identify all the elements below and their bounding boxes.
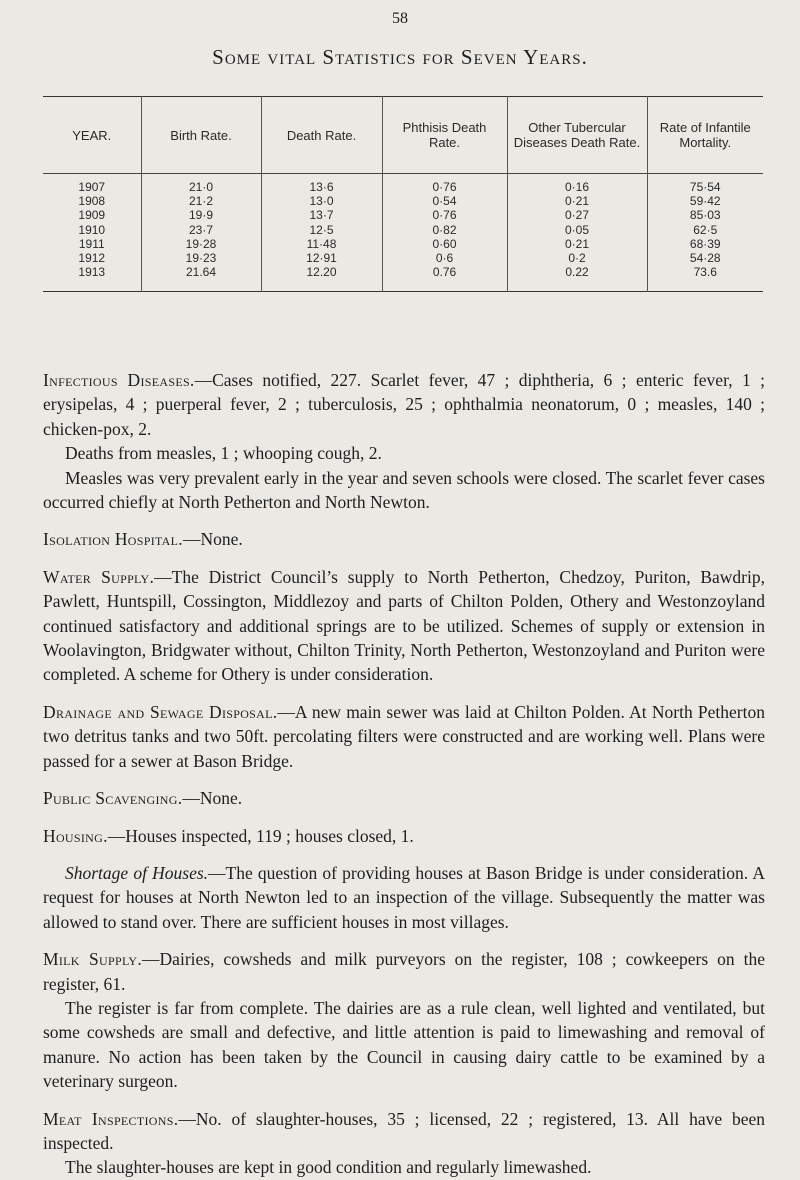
section-text: —Dairies, cowsheds and milk purveyors on the register, 108 ; cowkeepers on the register, 61. [43, 949, 766, 994]
table-header-row [43, 97, 763, 174]
cell-birth-rate: 23·7 [141, 223, 261, 237]
drainage-paragraph [43, 700, 765, 773]
cell-phthisis: 0·60 [382, 237, 507, 251]
page-number: 58 [392, 10, 408, 27]
section-heading: Water Supply. [43, 566, 155, 587]
cell-other-tubercular: 0·21 [507, 237, 647, 251]
cell-birth-rate: 21·2 [141, 194, 261, 208]
section-heading: Milk Supply. [43, 949, 143, 970]
section-heading: Public Scavenging. [43, 788, 183, 809]
table-row [43, 208, 763, 222]
shortage-of-houses-paragraph [43, 861, 765, 934]
table-row [43, 265, 763, 292]
cell-birth-rate: 21·0 [141, 174, 261, 195]
section-text: —Cases notified, 227. Scarlet fever, 47 ; diphtheria, 6 ; enteric fever, 1 ; erysipelas, 4 ; puerperal fever, 2 ; tuberculosis, 25 ; ophthalmia neonatorum, 0 ; measles, 140 ; chicken-pox, 2. [43, 370, 765, 439]
section-text: —None. [182, 529, 243, 550]
cell-year: 1913 [78, 265, 106, 280]
section-text: —The question of providing houses at Bason Bridge is under consideration. A request for houses at North Newton led to an inspection of the village. Subsequently the matter was allowed to stand over. There are sufficient houses in most villages. [43, 862, 765, 932]
cell-year: 1912 [78, 251, 106, 266]
header-other-tubercular-death-rate: Other Tubercular Diseases Death Rate. [507, 97, 647, 174]
section-text: —A new main sewer was laid at Chilton Polden. At North Petherton two detritus tanks and two 50ft. percolating filters were constructed and are working well. Plans were passed for a sewer at Bason Bridge. [43, 701, 765, 771]
cell-infantile-mortality: 68·39 [647, 237, 763, 251]
cell-infantile-mortality: 62·5 [647, 223, 763, 237]
cell-year: 1910 [78, 222, 106, 237]
section-text: —No. of slaughter-houses, 35 ; licensed, 22 ; registered, 13. All have been inspected. [43, 1108, 765, 1153]
cell-death-rate: 11·48 [261, 237, 382, 251]
cell-phthisis: 0·6 [382, 251, 507, 265]
table-row [43, 174, 763, 195]
cell-death-rate: 13·6 [261, 174, 382, 195]
cell-infantile-mortality: 73.6 [647, 265, 763, 292]
cell-phthisis: 0·54 [382, 194, 507, 208]
header-phthisis-death-rate: Phthisis Death Rate. [382, 97, 507, 174]
cell-phthisis: 0·82 [382, 223, 507, 237]
cell-other-tubercular: 0·27 [507, 208, 647, 222]
cell-birth-rate: 21.64 [141, 265, 261, 292]
cell-other-tubercular: 0·16 [507, 174, 647, 195]
cell-other-tubercular: 0·05 [507, 223, 647, 237]
cell-death-rate: 13·7 [261, 208, 382, 222]
cell-death-rate: 12·5 [261, 223, 382, 237]
paragraph: The register is far from complete. The dairies are as a rule clean, well lighted and ventilated, but some cowsheds are small and defective, and little attention is paid to limewashing and removal of manure. No action has been taken by the Council in causing dairy cattle to be examined by a veterinary surgeon. [43, 997, 765, 1092]
section-text: —The District Council’s supply to North Petherton, Chedzoy, Puriton, Bawdrip, Pawlett, Huntspill, Cossington, Middlezoy and parts of Chilton Polden, Othery and Westonzoyland continued satisfactory and additional springs are to be utilized. Schemes of supply or extension in Woolavington, Bridgwater without, Chilton Trinity, North Petherton, Westonzoyland and Puriton were completed. A scheme for Othery is under consideration. [43, 566, 765, 685]
table-row [43, 237, 763, 251]
cell-other-tubercular: 0·21 [507, 194, 647, 208]
header-death-rate: Death Rate. [261, 97, 382, 174]
cell-death-rate: 12·91 [261, 251, 382, 265]
paragraph: The slaughter-houses are kept in good condition and regularly limewashed. [65, 1157, 592, 1178]
public-scavenging-paragraph [43, 786, 765, 810]
section-text: —None. [182, 788, 243, 809]
cell-birth-rate: 19·23 [141, 251, 261, 265]
section-heading: Drainage and Sewage Disposal. [43, 701, 278, 722]
cell-year: 1907 [78, 180, 106, 194]
paragraph: Measles was very prevalent early in the year and seven schools were closed. The scarlet fever cases occurred chiefly at North Petherton and North Newton. [43, 467, 765, 513]
cell-phthisis: 0.76 [382, 265, 507, 292]
isolation-hospital-paragraph [43, 527, 765, 551]
cell-year: 1909 [78, 208, 106, 223]
infectious-diseases-paragraph [43, 368, 765, 441]
cell-phthisis: 0·76 [382, 208, 507, 222]
cell-year: 1911 [78, 236, 105, 251]
table-row [43, 251, 763, 265]
cell-infantile-mortality: 75·54 [647, 174, 763, 195]
cell-death-rate: 13·0 [261, 194, 382, 208]
cell-infantile-mortality: 85·03 [647, 208, 763, 222]
section-heading: Meat Inspections. [43, 1108, 179, 1129]
section-heading: Housing. [43, 825, 108, 846]
header-infantile-mortality: Rate of Infantile Mortality. [647, 97, 763, 174]
cell-phthisis: 0·76 [382, 174, 507, 195]
page-title: Some vital Statistics for Seven Years. [212, 45, 588, 69]
cell-death-rate: 12.20 [261, 265, 382, 292]
cell-birth-rate: 19·9 [141, 208, 261, 222]
milk-supply-paragraph [43, 947, 765, 996]
meat-inspections-paragraph [43, 1107, 765, 1156]
section-heading: Infectious Diseases. [43, 370, 195, 390]
report-body [43, 368, 765, 1180]
water-supply-paragraph [43, 565, 765, 687]
cell-other-tubercular: 0.22 [507, 265, 647, 292]
header-year: YEAR. [43, 97, 141, 174]
header-birth-rate: Birth Rate. [141, 97, 261, 174]
paragraph: Deaths from measles, 1 ; whooping cough, 2. [65, 443, 382, 464]
housing-paragraph [43, 824, 765, 848]
cell-infantile-mortality: 54·28 [647, 251, 763, 265]
cell-year: 1908 [78, 194, 106, 209]
cell-other-tubercular: 0·2 [507, 251, 647, 265]
section-heading: Isolation Hospital. [43, 529, 183, 550]
cell-birth-rate: 19·28 [141, 237, 261, 251]
cell-infantile-mortality: 59·42 [647, 194, 763, 208]
section-heading: Shortage of Houses. [65, 862, 209, 883]
table-row [43, 194, 763, 208]
section-text: —Houses inspected, 119 ; houses closed, 1. [107, 825, 414, 846]
vital-statistics-table [43, 96, 763, 292]
table-row [43, 223, 763, 237]
